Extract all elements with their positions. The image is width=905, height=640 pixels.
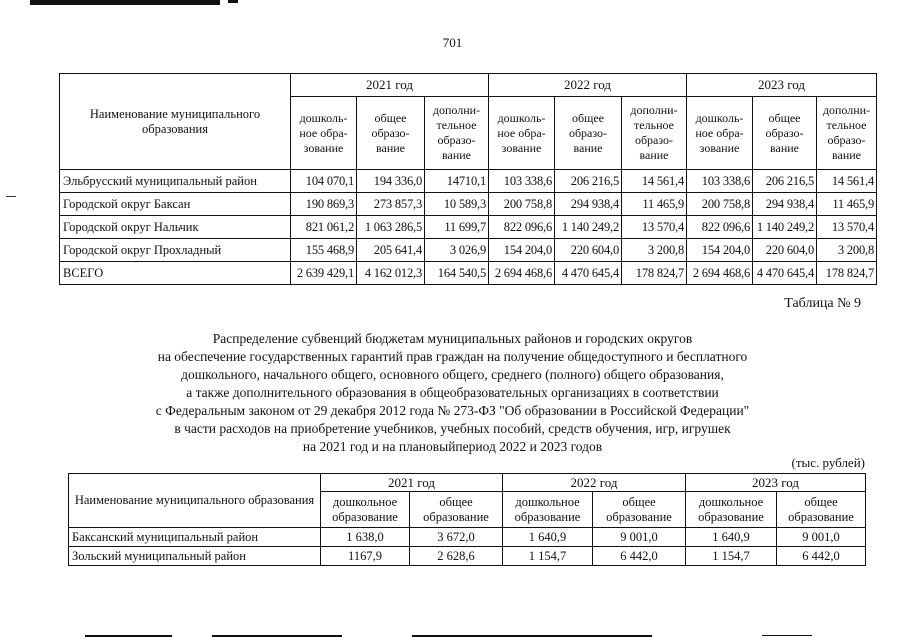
cell-value: 4 470 645,4 bbox=[555, 262, 622, 285]
cell-value: 273 857,3 bbox=[357, 193, 425, 216]
page-number: 701 bbox=[442, 35, 463, 50]
year-header-2023: 2023 год bbox=[687, 74, 877, 97]
cell-value: 154 204,0 bbox=[687, 239, 753, 262]
cell-value: 194 336,0 bbox=[357, 170, 425, 193]
subheader-preschool: дошкольное образование bbox=[686, 492, 777, 528]
title-line: на 2021 год и на плановыйпериод 2022 и 2023 годов bbox=[302, 439, 603, 454]
cell-value: 3 026,9 bbox=[425, 239, 489, 262]
cell-value: 155 468,9 bbox=[291, 239, 357, 262]
cell-value: 1 063 286,5 bbox=[357, 216, 425, 239]
bottom-rule bbox=[85, 635, 172, 637]
row-name: Городской округ Баксан bbox=[60, 193, 291, 216]
table-row bbox=[60, 239, 877, 262]
cell-value: 6 442,0 bbox=[777, 547, 866, 566]
cell-value: 2 694 468,6 bbox=[489, 262, 555, 285]
title-line: дошкольного, начального общего, основного общего, среднего (полного) общего образования, bbox=[181, 367, 724, 382]
cell-value: 822 096,6 bbox=[489, 216, 555, 239]
cell-value: 294 938,4 bbox=[555, 193, 622, 216]
row-name: Эльбрусский муниципальный район bbox=[60, 170, 291, 193]
cell-value: 14 561,4 bbox=[817, 170, 877, 193]
cell-value: 190 869,3 bbox=[291, 193, 357, 216]
subheader-preschool: дошкольное образование bbox=[503, 492, 593, 528]
cell-value: 4 162 012,3 bbox=[357, 262, 425, 285]
cell-value: 154 204,0 bbox=[489, 239, 555, 262]
cell-value: 14 561,4 bbox=[622, 170, 687, 193]
cell-value: 2 628,6 bbox=[410, 547, 503, 566]
cell-value: 103 338,6 bbox=[687, 170, 753, 193]
top-edge-mark bbox=[228, 0, 238, 3]
top-edge-bar bbox=[30, 0, 220, 5]
cell-value: 822 096,6 bbox=[687, 216, 753, 239]
subheader-preschool: дошколь-ное обра-зование bbox=[687, 97, 753, 170]
subheader-general: общее образование bbox=[593, 492, 686, 528]
row-name: ВСЕГО bbox=[60, 262, 291, 285]
bottom-rule bbox=[412, 635, 652, 637]
bottom-rule bbox=[762, 635, 812, 636]
row-name: Баксанский муниципальный район bbox=[69, 528, 321, 547]
cell-value: 4 470 645,4 bbox=[753, 262, 817, 285]
cell-value: 13 570,4 bbox=[622, 216, 687, 239]
year-header-2022: 2022 год bbox=[503, 474, 686, 492]
year-header-2021: 2021 год bbox=[291, 74, 489, 97]
cell-value: 205 641,4 bbox=[357, 239, 425, 262]
subheader-preschool: дошколь-ное обра-зование bbox=[291, 97, 357, 170]
cell-value: 9 001,0 bbox=[593, 528, 686, 547]
cell-value: 178 824,7 bbox=[622, 262, 687, 285]
cell-value: 821 061,2 bbox=[291, 216, 357, 239]
title-line: с Федеральным законом от 29 декабря 2012 года № 273-ФЗ "Об образовании в Российской Федерации" bbox=[155, 403, 750, 418]
cell-value: 11 699,7 bbox=[425, 216, 489, 239]
units-label: (тыс. рублей) bbox=[791, 455, 865, 470]
subheader-general: общее образо-вание bbox=[555, 97, 622, 170]
table-row bbox=[60, 193, 877, 216]
cell-value: 3 200,8 bbox=[817, 239, 877, 262]
table-caption: Таблица № 9 bbox=[784, 296, 861, 311]
cell-value: 1 638,0 bbox=[321, 528, 410, 547]
cell-value: 3 672,0 bbox=[410, 528, 503, 547]
cell-value: 11 465,9 bbox=[622, 193, 687, 216]
cell-value: 178 824,7 bbox=[817, 262, 877, 285]
cell-value: 1 140 249,2 bbox=[555, 216, 622, 239]
cell-value: 14710,1 bbox=[425, 170, 489, 193]
table-subventions-2 bbox=[68, 473, 866, 566]
cell-value: 206 216,5 bbox=[555, 170, 622, 193]
cell-value: 1167,9 bbox=[321, 547, 410, 566]
year-header-2022: 2022 год bbox=[489, 74, 687, 97]
column-header-name: Наименование муниципального образования bbox=[60, 74, 291, 170]
cell-value: 294 938,4 bbox=[753, 193, 817, 216]
cell-value: 1 140 249,2 bbox=[753, 216, 817, 239]
row-name: Городской округ Нальчик bbox=[60, 216, 291, 239]
table-subventions-1 bbox=[59, 73, 877, 285]
cell-value: 200 758,8 bbox=[489, 193, 555, 216]
title-line: в части расходов на приобретение учебников, учебных пособий, средств обучения, игр, игрушек bbox=[174, 421, 731, 436]
cell-value: 9 001,0 bbox=[777, 528, 866, 547]
cell-value: 2 639 429,1 bbox=[291, 262, 357, 285]
year-header-2023: 2023 год bbox=[686, 474, 866, 492]
table-row bbox=[69, 547, 866, 566]
cell-value: 1 640,9 bbox=[686, 528, 777, 547]
table-row bbox=[60, 216, 877, 239]
cell-value: 104 070,1 bbox=[291, 170, 357, 193]
column-header-name: Наименование муниципального образования bbox=[69, 474, 321, 528]
cell-value: 220 604,0 bbox=[555, 239, 622, 262]
cell-value: 200 758,8 bbox=[687, 193, 753, 216]
cell-value: 10 589,3 bbox=[425, 193, 489, 216]
document-title bbox=[0, 330, 905, 456]
subheader-additional: дополни-тельное образо-вание bbox=[817, 97, 877, 170]
subheader-additional: дополни-тельное образо-вание bbox=[622, 97, 687, 170]
row-name: Зольский муниципальный район bbox=[69, 547, 321, 566]
cell-value: 6 442,0 bbox=[593, 547, 686, 566]
subheader-additional: дополни-тельное образо-вание bbox=[425, 97, 489, 170]
cell-value: 1 154,7 bbox=[686, 547, 777, 566]
margin-mark bbox=[6, 196, 16, 197]
title-line: на обеспечение государственных гарантий прав граждан на получение общедоступного и бесплатного bbox=[157, 349, 748, 364]
title-line: Распределение субвенций бюджетам муниципальных районов и городских округов bbox=[212, 331, 693, 346]
subheader-preschool: дошколь-ное обра-зование bbox=[489, 97, 555, 170]
cell-value: 11 465,9 bbox=[817, 193, 877, 216]
subheader-general: общее образо-вание bbox=[753, 97, 817, 170]
year-header-2021: 2021 год bbox=[321, 474, 503, 492]
title-line: а также дополнительного образования в общеобразовательных организациях в соответствии bbox=[186, 385, 719, 400]
table-row bbox=[60, 170, 877, 193]
cell-value: 220 604,0 bbox=[753, 239, 817, 262]
cell-value: 1 154,7 bbox=[503, 547, 593, 566]
cell-value: 1 640,9 bbox=[503, 528, 593, 547]
subheader-general: общее образование bbox=[777, 492, 866, 528]
table-row-total bbox=[60, 262, 877, 285]
row-name: Городской округ Прохладный bbox=[60, 239, 291, 262]
cell-value: 2 694 468,6 bbox=[687, 262, 753, 285]
cell-value: 103 338,6 bbox=[489, 170, 555, 193]
cell-value: 206 216,5 bbox=[753, 170, 817, 193]
cell-value: 164 540,5 bbox=[425, 262, 489, 285]
bottom-rule bbox=[212, 635, 342, 637]
subheader-preschool: дошкольное образование bbox=[321, 492, 410, 528]
table-row bbox=[69, 528, 866, 547]
subheader-general: общее образование bbox=[410, 492, 503, 528]
subheader-general: общее образо-вание bbox=[357, 97, 425, 170]
cell-value: 3 200,8 bbox=[622, 239, 687, 262]
cell-value: 13 570,4 bbox=[817, 216, 877, 239]
